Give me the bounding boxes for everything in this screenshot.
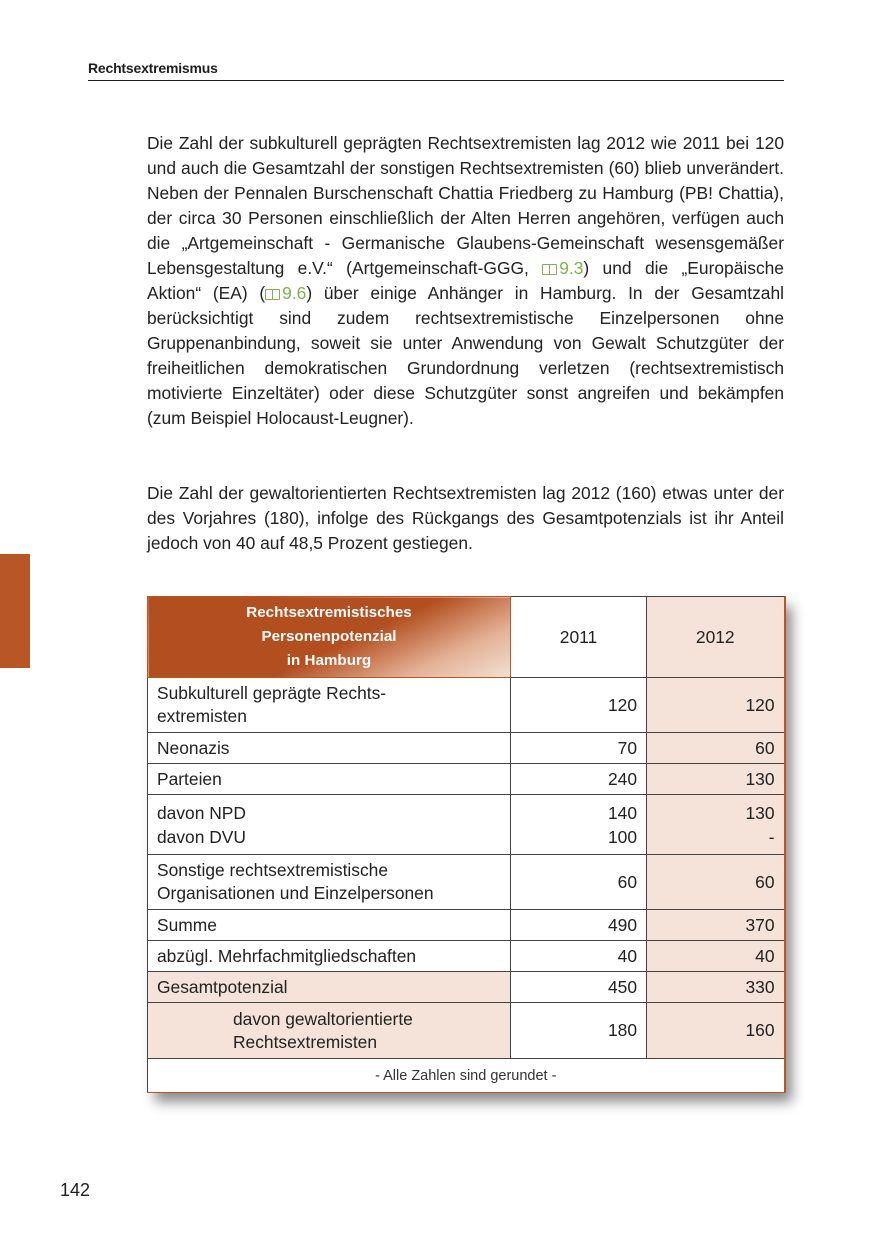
row-label-line: davon gewaltorientierte: [233, 1008, 413, 1029]
table-row: [148, 678, 785, 733]
paragraph-2: [147, 481, 784, 556]
row-label: [148, 1003, 511, 1059]
row-label: [148, 855, 511, 910]
table-row: [148, 1003, 785, 1059]
cross-reference-link-9-3[interactable]: [542, 258, 583, 278]
cross-reference-label: 9.3: [559, 258, 584, 278]
book-icon: [265, 289, 280, 300]
row-label: Neonazis: [148, 733, 511, 764]
cross-reference-link-9-6[interactable]: [265, 283, 306, 303]
value-2011: [511, 795, 647, 855]
value-2012: 60: [647, 733, 785, 764]
value-2011: 70: [511, 733, 647, 764]
table-header-title: [148, 597, 511, 678]
value-2011: 60: [511, 855, 647, 910]
row-label: Summe: [148, 910, 511, 941]
header-line: in Hamburg: [286, 652, 372, 669]
row-label-line: davon DVU: [157, 827, 246, 847]
row-label: [148, 795, 511, 855]
table-row: [148, 941, 785, 972]
value-line: -: [768, 827, 775, 847]
value-2011: 490: [511, 910, 647, 941]
row-label-line: davon NPD: [157, 803, 246, 823]
row-label-line: Sonstige rechtsextremistische: [157, 860, 389, 880]
running-head: Rechtsextremismus: [88, 60, 784, 81]
table-note: - Alle Zahlen sind gerundet -: [148, 1059, 785, 1093]
row-label-line: extremisten: [157, 706, 247, 726]
paragraph-1-text-c: ) über einige Anhänger in Hamburg. In der Gesamtzahl berücksichtigt sind zudem rechtsextremistische Einzelpersonen ohne Gruppenanbindung, soweit sie unter Anwendung von Gewalt Schutzgüter der freiheitlichen demokratischen Grundordnung verletzen (rechtsextremistisch motivierte Einzeltäter) oder diese Schutzgüter sonst angreifen und bekämpfen (zum Beispiel Holocaust-Leugner).: [147, 283, 784, 428]
table-note-row: [148, 1059, 785, 1093]
value-2012: 160: [647, 1003, 785, 1059]
paragraph-2-text: Die Zahl der gewaltorientierten Rechtsextremisten lag 2012 (160) etwas unter der des Vorjahres (180), infolge des Rückgangs des Gesamtpotenzials ist ihr Anteil jedoch von 40 auf 48,5 Prozent gestiegen.: [147, 483, 784, 553]
table-header-row: [148, 597, 785, 678]
row-label-line: Organisationen und Einzelpersonen: [157, 883, 434, 903]
cross-reference-label: 9.6: [282, 283, 307, 303]
header-year-2011: 2011: [511, 597, 647, 678]
table-row: [148, 855, 785, 910]
personenpotenzial-table: [147, 596, 784, 1092]
row-label-line: Subkulturell geprägte Rechts-: [157, 683, 387, 703]
table-row: [148, 972, 785, 1003]
chapter-side-tab: [0, 554, 30, 668]
value-2012: 120: [647, 678, 785, 733]
row-label: [148, 678, 511, 733]
value-2012: 40: [647, 941, 785, 972]
value-2012: [647, 795, 785, 855]
paragraph-1-text-b: ) und die „Europäische Aktion“ (EA) (: [147, 258, 784, 303]
table-row: [148, 910, 785, 941]
value-2011: 450: [511, 972, 647, 1003]
paragraph-1-text-a: Die Zahl der subkulturell geprägten Rechtsextremisten lag 2012 wie 2011 bei 120 und auch die Gesamtzahl der sonstigen Rechtsextremisten (60) blieb unverändert. Neben der Pennalen Burschenschaft Chattia Friedberg zu Hamburg (PB! Chattia), der circa 30 Personen einschließlich der Alten Herren angehören, verfügen auch die „Artgemeinschaft - Germanische Glaubens-Gemeinschaft wesensgemäßer Lebensgestaltung e.V.“ (Artgemeinschaft-GGG,: [147, 133, 784, 278]
table-row: [148, 795, 785, 855]
value-2012: 370: [647, 910, 785, 941]
value-line: 140: [607, 803, 637, 823]
value-2011: 120: [511, 678, 647, 733]
value-line: 100: [607, 827, 637, 847]
table-row: [148, 764, 785, 795]
value-2011: 240: [511, 764, 647, 795]
book-icon: [542, 264, 557, 275]
value-2011: 180: [511, 1003, 647, 1059]
header-year-2012: 2012: [647, 597, 785, 678]
page-number: 142: [60, 1180, 91, 1200]
value-2012: 130: [647, 764, 785, 795]
row-label: abzügl. Mehrfachmitgliedschaften: [148, 941, 511, 972]
row-label: Parteien: [148, 764, 511, 795]
value-line: 130: [745, 803, 775, 823]
value-2012: 60: [647, 855, 785, 910]
header-line: Personenpotenzial: [261, 628, 397, 645]
paragraph-1: [147, 131, 784, 431]
row-label: Gesamtpotenzial: [148, 972, 511, 1003]
row-label-line: Rechtsextremisten: [233, 1031, 378, 1052]
header-line: Rechtsextremistisches: [246, 604, 412, 621]
value-2012: 330: [647, 972, 785, 1003]
table-row: [148, 733, 785, 764]
value-2011: 40: [511, 941, 647, 972]
